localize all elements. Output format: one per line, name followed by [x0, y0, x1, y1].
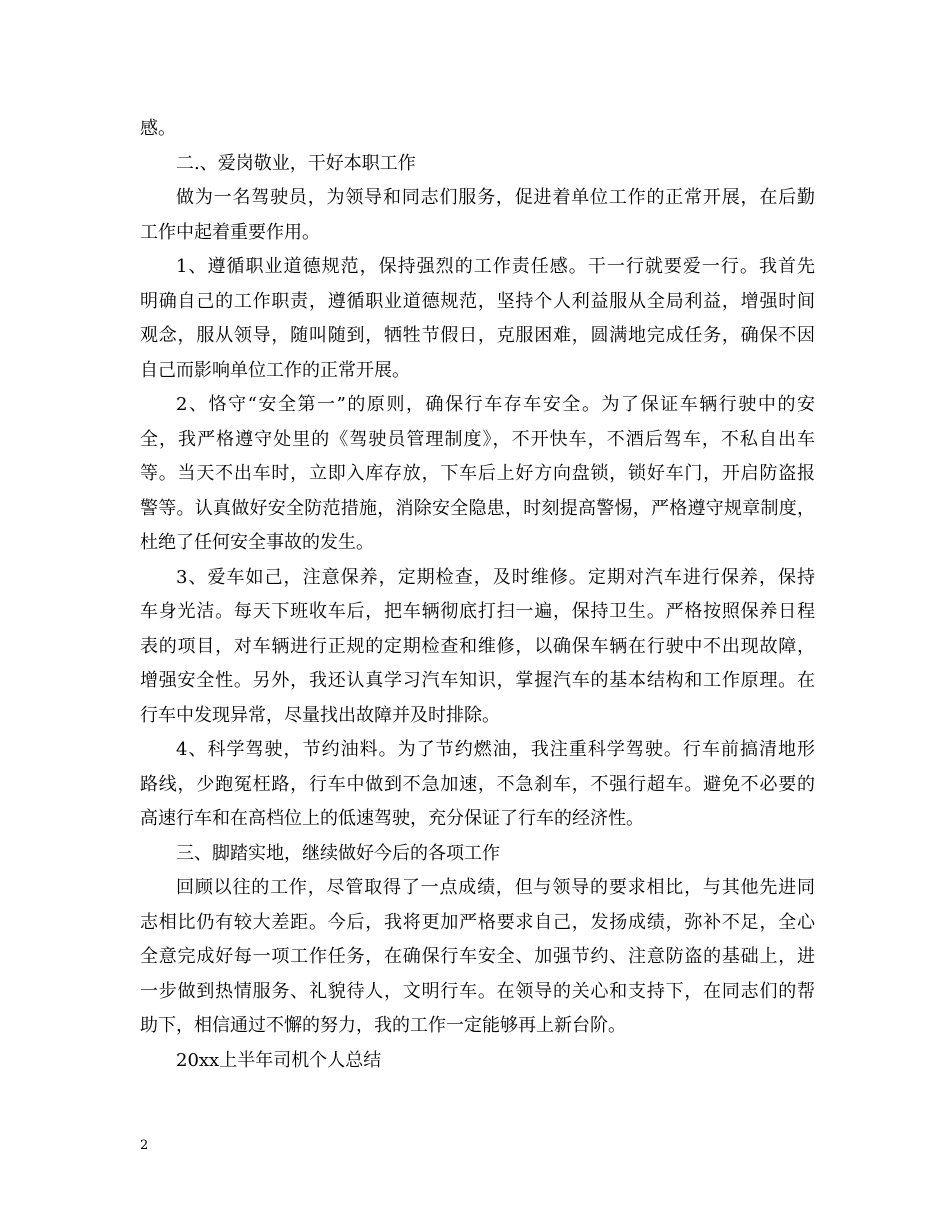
text-line: 车身光洁。每天下班收车后，把车辆彻底打扫一遍，保持卫生。严格按照保养日程	[140, 601, 815, 622]
text-line: 全，我严格遵守处里的《驾驶员管理制度》，不开快车，不酒后驾车，不私自出车	[140, 428, 815, 450]
text-line: 观念，服从领导，随叫随到，牺牲节假日，克服困难，圆满地完成任务，确保不因	[140, 325, 815, 346]
text-line: 工作中起着重要作用。	[140, 221, 320, 243]
text-line: 助下，相信通过不懈的努力，我的工作一定能够再上新台阶。	[140, 1015, 626, 1036]
text-line: 路线，少跑冤枉路，行车中做到不急加速，不急刹车，不强行超车。避免不必要的	[140, 773, 815, 795]
text-line: 全意完成好每一项工作任务，在确保行车安全、加强节约、注意防盗的基础上，进	[140, 946, 815, 967]
text-line: 做为一名驾驶员，为领导和同志们服务，促进着单位工作的正常开展，在后勤	[176, 187, 815, 208]
text-line: 感。	[140, 118, 176, 139]
text-line: 回顾以往的工作，尽管取得了一点成绩，但与领导的要求相比，与其他先进同	[176, 877, 815, 898]
text-line: 表的项目，对车辆进行正规的定期检查和维修，以确保车辆在行驶中不出现故障，	[140, 635, 815, 657]
text-line: 4、科学驾驶，节约油料。为了节约燃油，我注重科学驾驶。行车前搞清地形	[176, 739, 815, 760]
text-line: 行车中发现异常，尽量找出故障并及时排除。	[140, 704, 500, 726]
text-line: 20xx上半年司机个人总结	[176, 1049, 382, 1071]
text-line: 警等。认真做好安全防范措施，消除安全隐患，时刻提高警惕，严格遵守规章制度，	[140, 497, 815, 519]
text-line: 增强安全性。另外，我还认真学习汽车知识，掌握汽车的基本结构和工作原理。在	[140, 670, 815, 691]
text-line: 高速行车和在高档位上的低速驾驶，充分保证了行车的经济性。	[140, 808, 644, 829]
text-line: 三、脚踏实地，继续做好今后的各项工作	[176, 842, 500, 864]
text-line: 3、爱车如己，注意保养，定期检查，及时维修。定期对汽车进行保养，保持	[176, 566, 815, 588]
text-line: 2、恪守“安全第一”的原则，确保行车存车安全。为了保证车辆行驶中的安	[176, 394, 815, 415]
text-line: 一步做到热情服务、礼貌待人，文明行车。在领导的关心和支持下，在同志们的帮	[140, 980, 815, 1002]
text-line: 1、遵循职业道德规范，保持强烈的工作责任感。干一行就要爱一行。我首先	[176, 256, 815, 277]
text-line: 等。当天不出车时，立即入库存放，下车后上好方向盘锁，锁好车门，开启防盗报	[140, 463, 815, 484]
text-line: 自己而影响单位工作的正常开展。	[140, 359, 410, 381]
text-line: 志相比仍有较大差距。今后，我将更加严格要求自己，发扬成绩，弥补不足，全心	[140, 911, 815, 933]
text-line: 二.、爱岗敬业，干好本职工作	[176, 152, 416, 174]
document-body	[140, 112, 815, 1078]
text-line: 杜绝了任何安全事故的发生。	[140, 532, 374, 553]
text-line: 明确自己的工作职责，遵循职业道德规范，坚持个人利益服从全局利益，增强时间	[140, 290, 815, 312]
page-number: 2	[140, 1138, 149, 1153]
